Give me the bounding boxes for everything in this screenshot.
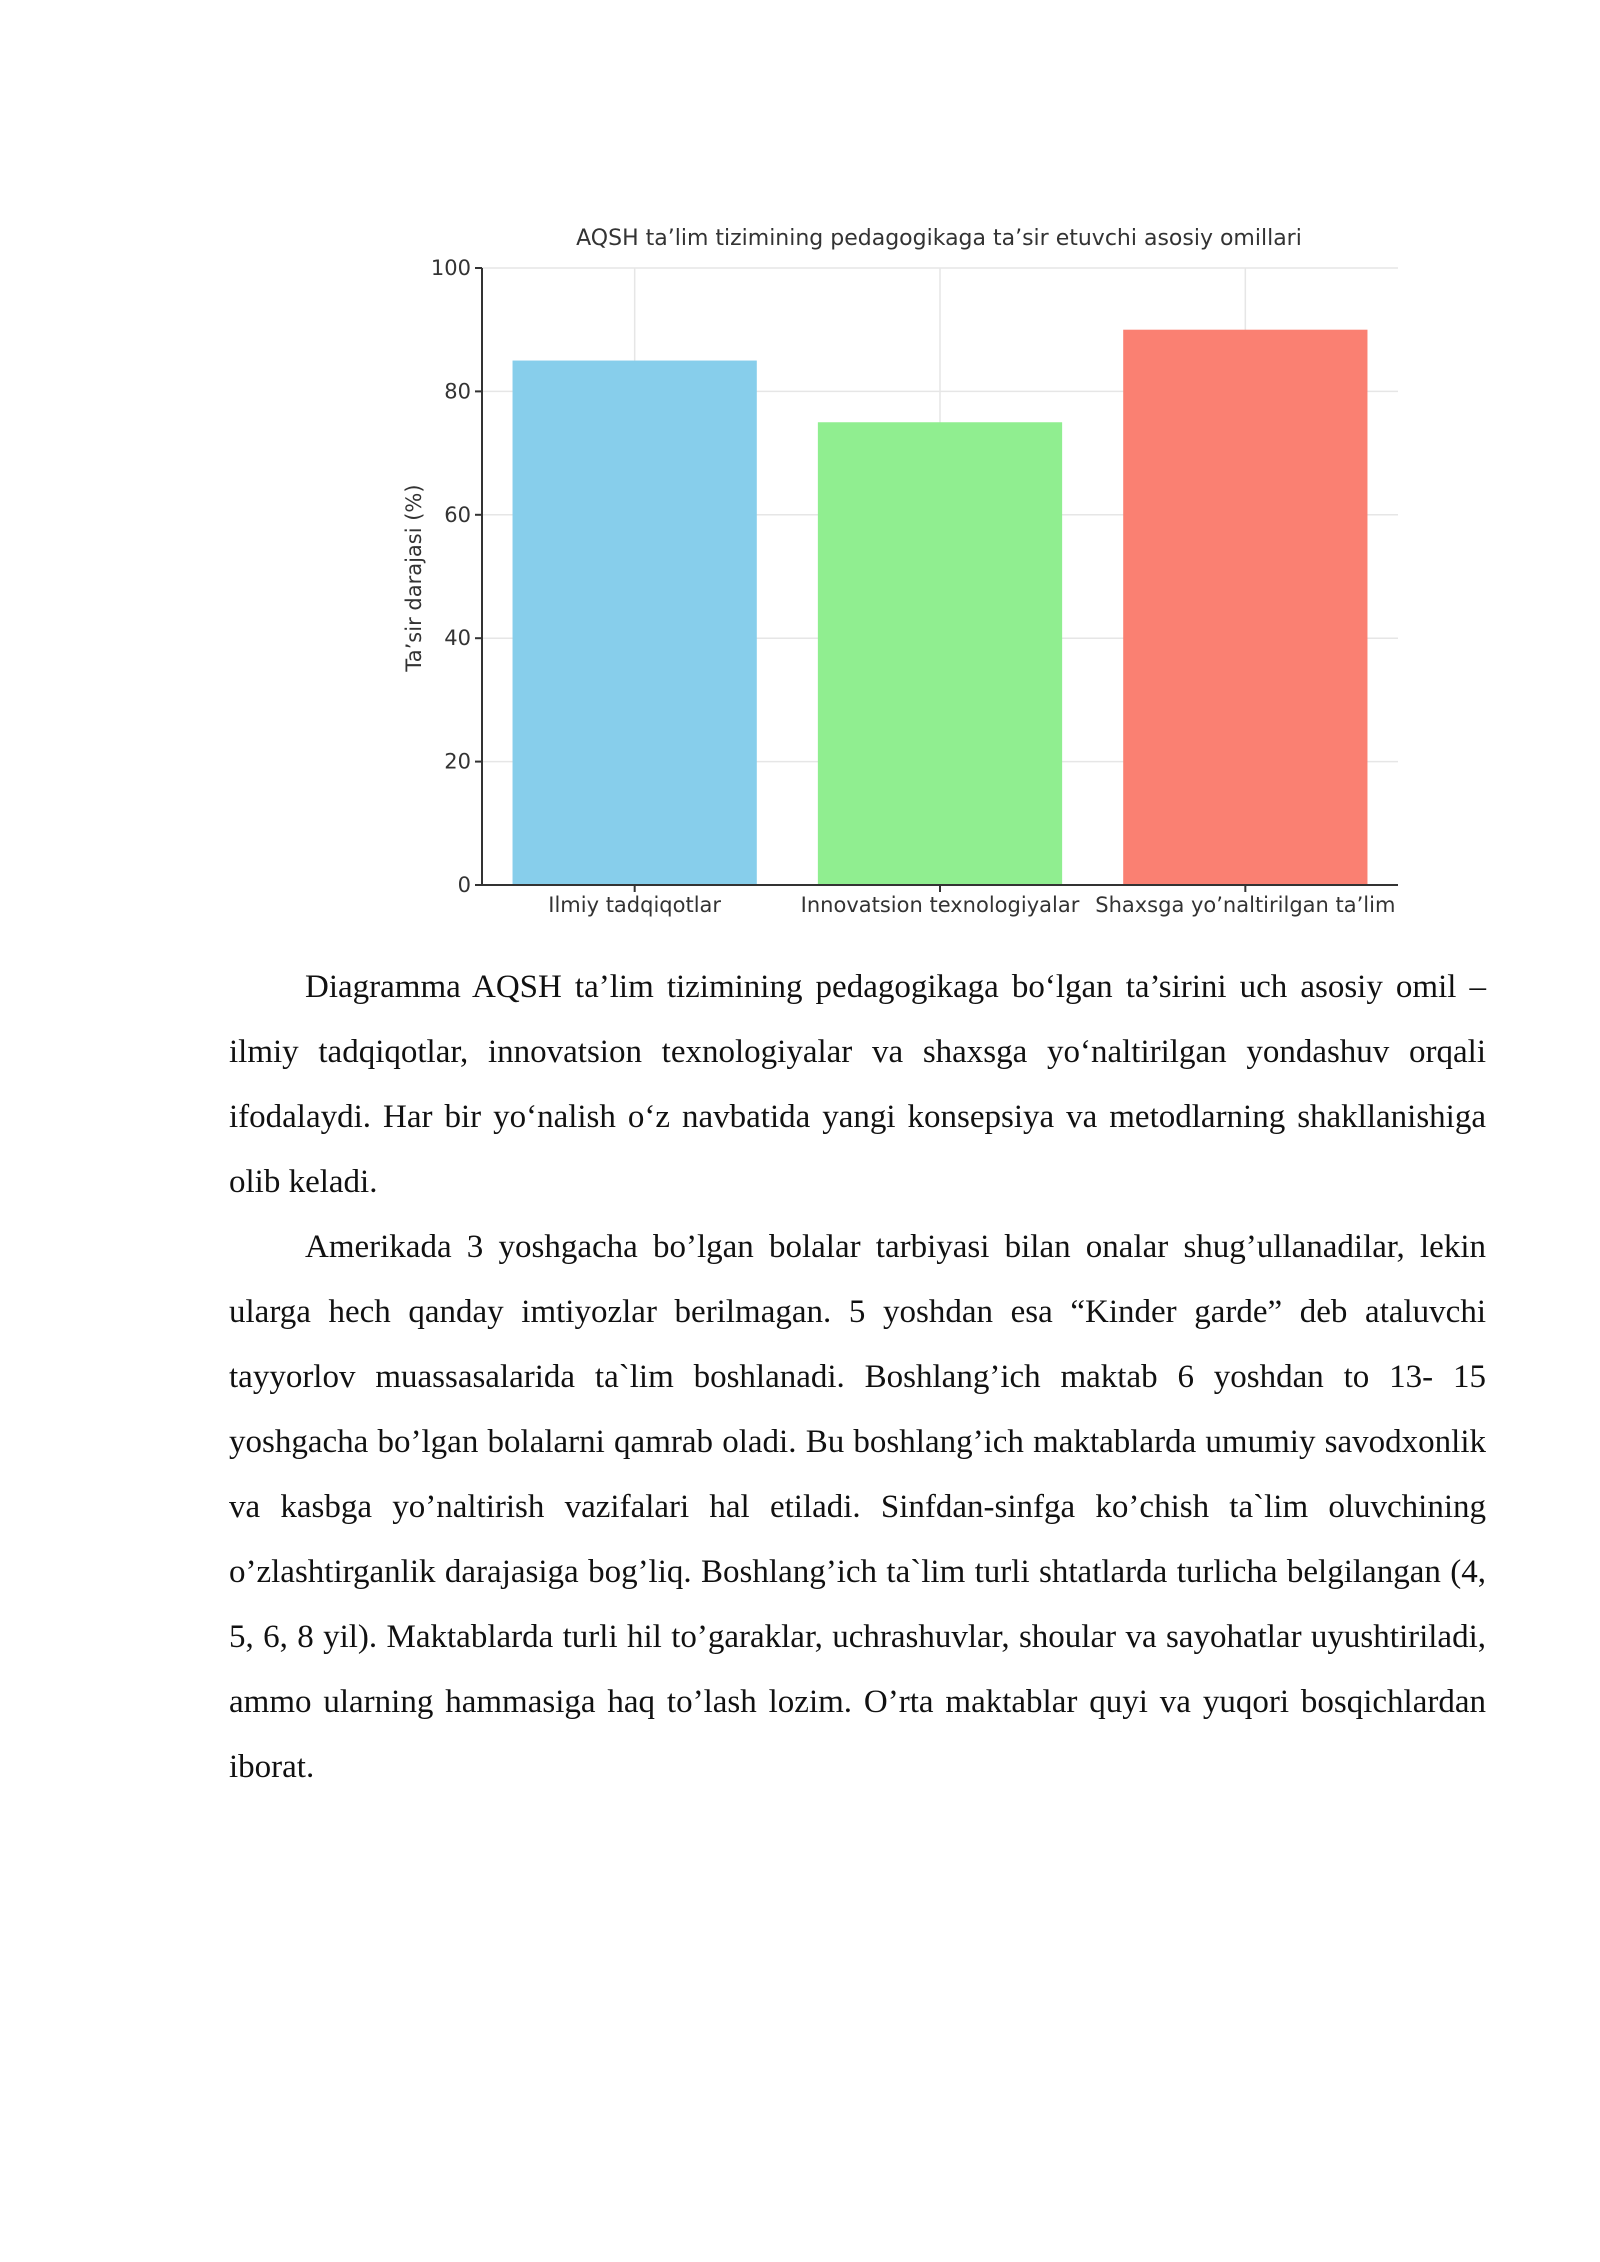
y-tick-label: 0 [457,873,471,897]
paragraph-us-education: Amerikada 3 yoshgacha bo’lgan bolalar tarbiyasi bilan onalar shug’ullanadilar, lekin ularga hech qanday imtiyozlar berilmagan. 5 yoshdan esa “Kinder garde” deb ataluvchi tayyorlov muassasalarida ta`lim boshlanadi. Boshlang’ich maktab 6 yoshdan to 13- 15 yoshgacha bo’lgan bolalarni qamrab oladi. Bu boshlang’ich maktablarda umumiy savodxonlik va kasbga yo’naltirish vazifalari hal etiladi. Sinfdan-sinfga ko’chish ta`lim oluvchining o’zlashtirganlik darajasiga bog’liq. Boshlang’ich ta`lim turli shtatlarda turlicha belgilangan (4, 5, 6, 8 yil). Maktablarda turli hil to’garaklar, uchrashuvlar, shoular va sayohatlar uyushtiriladi, ammo ularning hammasiga haq to’lash lozim. O’rta maktablar quyi va yuqori bosqichlardan iborat. [229,1229,1486,1785]
x-tick-label: Innovatsion texnologiyalar [800,893,1080,917]
y-tick-labels [431,256,482,897]
bar [1123,330,1367,885]
y-axis-label: Ta’sir darajasi (%) [402,484,426,672]
x-tick-label: Ilmiy tadqiqotlar [548,893,722,917]
y-tick-label: 100 [430,256,471,280]
bar-chart [380,220,1420,930]
paragraph-diagram-description: Diagramma AQSH ta’lim tizimining pedagogikaga bo‘lgan ta’sirini uch asosiy omil – ilmiy tadqiqotlar, innovatsion texnologiyalar va shaxsga yo‘naltirilgan yondashuv orqali ifodalaydi. Har bir yo‘nalish o‘z navbatida yangi konsepsiya va metodlarning shakllanishiga olib keladi. [229,969,1486,1200]
y-tick-label: 60 [444,502,471,527]
y-tick-label: 80 [444,379,471,404]
chart-title: AQSH ta’lim tizimining pedagogikaga ta’sir etuvchi asosiy omillari [576,226,1302,251]
chart-canvas [380,220,1420,930]
body-text [229,955,1486,1800]
bar [818,422,1062,885]
bar [513,361,757,885]
y-tick-label: 20 [444,749,471,774]
x-tick-label: Shaxsga yo’naltirilgan ta’lim [1095,893,1396,917]
y-tick-label: 40 [444,626,471,651]
x-tick-labels [548,885,1395,917]
